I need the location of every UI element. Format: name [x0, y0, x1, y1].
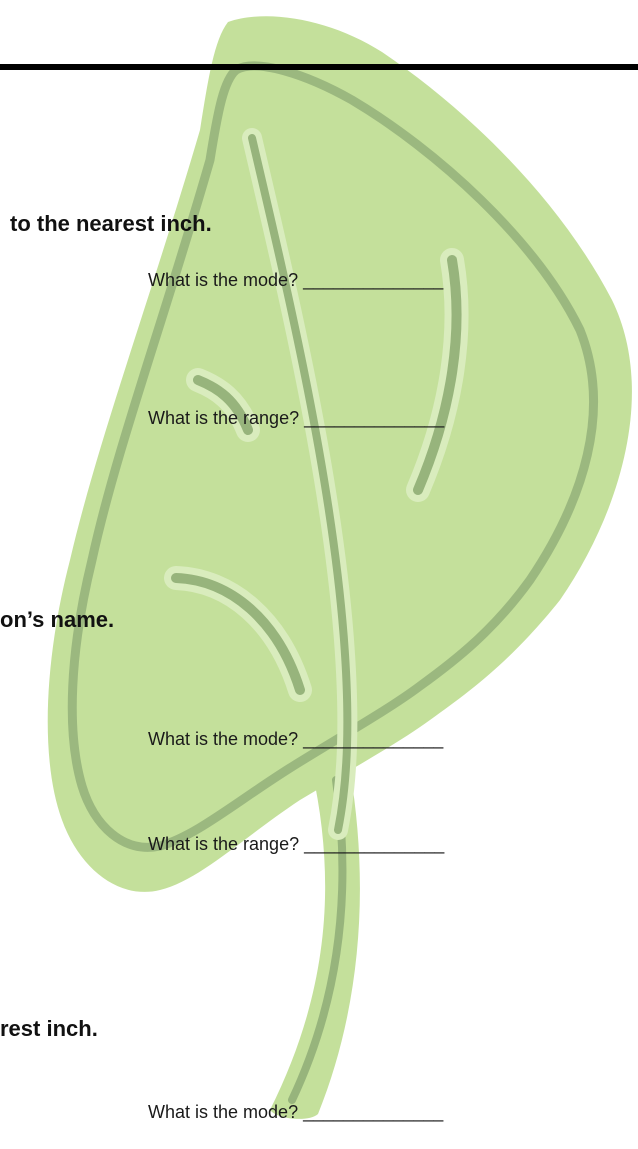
section-2-range-question: What is the range? ______________ — [148, 834, 445, 854]
section-2-mode-question: What is the mode? ______________ — [148, 729, 444, 749]
top-rule — [0, 64, 638, 70]
section-1-mode-question: What is the mode? ______________ — [148, 270, 444, 290]
section-1-range-question: What is the range? ______________ — [148, 408, 445, 428]
section-3-mode-question: What is the mode? ______________ — [148, 1102, 444, 1122]
section-3-heading: rest inch. — [0, 1016, 98, 1041]
section-2-heading: on’s name. — [0, 607, 115, 632]
section-1-heading: to the nearest inch. — [10, 211, 212, 236]
